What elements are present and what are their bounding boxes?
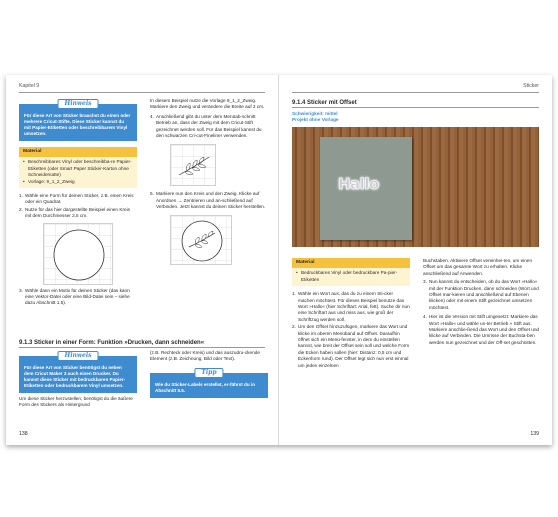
template-label: Projekt ohne Vorlage [292, 117, 339, 122]
paragraph: Um diese Sticker herzustellen, benötigst du die äußere Form des Stickers als Hintergrund [19, 396, 133, 408]
step-item: 2. Um den Offset hinzuzufügen, markiere das Wort und klicke im oberen Menüband auf Offset. Daraufhin öffnet sich ein Menü-fenster, in dem du einstellen kannst, wie breit der Offset sein soll und welche Form die Ecken haben sollen (hier: Distanz: 0,5 cm und Eckenform rund). Der Offset legt sich nun erst einmal um jeden einzelnen [292, 324, 410, 368]
hint-badge: Hinweis [58, 99, 99, 109]
circle-figure [43, 223, 113, 285]
tipp-box [150, 368, 268, 398]
section-col-2 [150, 350, 268, 398]
sticker-figure [170, 215, 232, 265]
material-box [19, 147, 137, 188]
hint-badge: Hinweis [58, 351, 99, 361]
hint-box-2 [19, 352, 137, 393]
material-title: Material [19, 147, 137, 157]
hint-text: Für diese Art von Sticker brauchst du einen oder mehrere Cricut-Stifte. Diese Sticker kannst du mit Papier-Etiketten oder beschreibbarem Vinyl umsetzen. [24, 113, 131, 136]
paragraph: (z.B. Rechteck oder Kreis) und das auszudru-ckende Element (z.B. Zeichnung, Bild oder Text). [150, 350, 260, 362]
left-column-2 [150, 98, 268, 265]
step-item: 4. Anschließend gibt du unter dem Menüab-schnitt Betrieb an, dass der Zweig mit dem Cricut-Stift gezeichnet werden soll. Für das Beispiel kannst du den schwarzen Cri-cut-Fineliner verwenden. [150, 113, 262, 139]
material-item: • Vorlage: 9_1_2_Zweig [23, 179, 133, 185]
right-column-1 [292, 258, 410, 370]
left-page [6, 75, 279, 445]
running-head-left: Kapitel 9 [19, 83, 265, 93]
hallo-sticker-text: Hallo [338, 175, 379, 193]
difficulty-label: Schwierigkeit: mittel [292, 111, 338, 116]
page-number-left: 138 [19, 431, 28, 437]
step-item: 1. Wähle eine Form für deinen Sticker, z.B. einen Kreis oder ein Quadrat. [19, 193, 134, 205]
step-item: 5. Markiere nun den Kreis und den Zweig. Klicke auf Anordnen → Zentrieren und an-schließend auf Verbinden. Jetzt kannst du deinen Sticker herstellen. [150, 191, 266, 210]
step-item: 3. Wähle dann ein Motiv für deinen Sticker (das kann eine Vektor-Datei oder eine Bild-Datei sein – siehe dazu Abschnitt 1.5). [19, 287, 130, 306]
section-title: 9.1.4 Sticker mit Offset [292, 100, 539, 108]
hint-text: Für diese Art von Sticker benötigst du neben dem Cricut Maker 3 auch einen Drucker. Du kannst diese Sticker mit bedruckbaren Papier-Etiketten oder bedruckbarem Vinyl umsetzen. [24, 365, 126, 388]
tipp-text: Wie du Sticker-Labels erstellst, er-fährst du in Abschnitt 5.5. [155, 381, 256, 393]
step-item: 2. Nutze für das hier dargestellte Beispiel einen Kreis mit dem Durchmesser 2,5 cm. [19, 206, 131, 219]
paragraph: In diesem Beispiel nutze die Vorlage 9_1_2_Zweig. Markiere den Zweig und verändere die Breite auf 2 cm. [150, 98, 265, 110]
book-spread [6, 75, 552, 445]
running-head-right: Sticker [292, 83, 539, 93]
material-box [292, 258, 410, 286]
right-page [279, 75, 552, 445]
notebook-image [320, 137, 412, 240]
step-item: 3. Nun kannst du entscheiden, ob du das Wort »Hallo« mit der Funktion Drucken, dann schneiden (Wort und Offset mar-kieren und anschließend auf Ebenen klicken) oder mit einem Stift gezeichnet umsetzen möchtest. [423, 279, 539, 310]
material-item: • Bedruckbares Vinyl oder bedruckbare Pa-pier-Etiketten [296, 270, 406, 283]
hallo-sticker-photo [292, 127, 539, 247]
material-title: Material [292, 258, 410, 268]
paragraph: Buchstaben. Aktiviere Offset vereinhei-ten, um einen Offset um das gesamte Wort zu erhalten. Klicke anschließend auf Anwenden. [423, 258, 533, 276]
right-column-2 [423, 258, 541, 347]
section-914-header [292, 94, 539, 253]
circle-branch-sticker-icon [171, 216, 233, 266]
hint-box [19, 100, 137, 141]
section-col-1 [19, 350, 137, 409]
left-column-1 [19, 98, 137, 308]
leaf-branch-icon [171, 145, 217, 187]
step-item: 1. Wähle ein Wort aus, das du zu einem Sti-cker machen möchtest. Für dieses Beispiel benutze das Wort »Hallo« (hier Schriftart: Arial, fett). Suche dir nun eine Schriftart aus und miss aus, wie groß der Schriftzug werden soll. [292, 291, 410, 322]
page-number-right: 139 [530, 431, 539, 437]
branch-figure [170, 144, 216, 186]
tipp-badge: Tipp [194, 368, 223, 378]
material-item: • Beschreibbares Vinyl oder beschreibba-re Papier-Etiketten (oder Smart Paper Sticker-Karton ohne Schneidematte) [23, 159, 133, 178]
section-title: 9.1.3 Sticker in einer Form: Funktion »Drucken, dann schneiden« [19, 340, 265, 348]
step-item: 4. Hier ist die Version mit Stift umgesetzt: Markiere das Wort »Hallo« und wähle un-ter Betrieb » Stift aus. Markiere anschlie-ßend das Wort und den Offset und klicke auf Verbinden. Die Umrisse der Buchsta-ben werden nun gezeichnet und der Off-set geschnitten. [423, 314, 540, 345]
section-913 [19, 334, 265, 408]
